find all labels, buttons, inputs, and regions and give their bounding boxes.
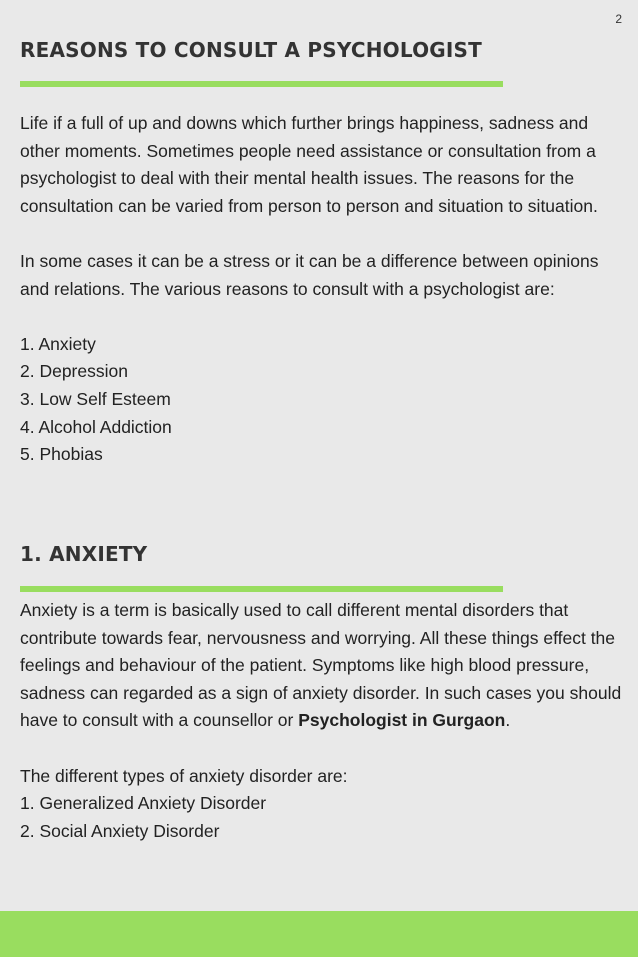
list-item: 3. Low Self Esteem [20,388,171,409]
section-body-anxiety [20,597,625,845]
anxiety-types-intro: The different types of anxiety disorder are: [20,765,348,786]
section-title-reasons: REASONS TO CONSULT A PSYCHOLOGIST [20,38,482,62]
anxiety-paragraph-text: Anxiety is a term is basically used to call different mental disorders that contribute towards fear, nervousness and worrying. All these things effect the feelings and behaviour of the patient. Symptoms like high blood pressure, sadness can regarded as a sign of anxiety disorder. In such cases you should have to consult with a counsellor or [20,600,622,731]
reasons-paragraph: In some cases it can be a stress or it can be a difference between opinions and relations. The various reasons to consult with a psychologist are: [20,250,599,299]
anxiety-types-list [20,790,625,845]
list-item: 1. Anxiety [20,333,96,354]
list-item: 2. Depression [20,361,128,382]
psychologist-link[interactable]: Psychologist in Gurgaon [298,710,506,731]
footer-band [0,911,638,957]
section-divider-reasons [20,81,503,87]
section-divider-anxiety [20,586,503,592]
intro-paragraph: Life if a full of up and downs which further brings happiness, sadness and other moments. Sometimes people need assistance or consultation from a psychologist to deal with their mental health issues. The reasons for the consultation can be varied from person to person and situation to situation. [20,113,598,216]
anxiety-paragraph [20,597,625,735]
list-item: 4. Alcohol Addiction [20,416,172,437]
section-body-reasons [20,110,625,469]
page-number: 2 [615,12,622,26]
section-title-anxiety: 1. ANXIETY [20,542,148,566]
list-item: 2. Social Anxiety Disorder [20,820,220,841]
list-item: 5. Phobias [20,444,103,465]
reasons-list [20,331,625,469]
anxiety-paragraph-end: . [505,710,511,731]
list-item: 1. Generalized Anxiety Disorder [20,793,267,814]
